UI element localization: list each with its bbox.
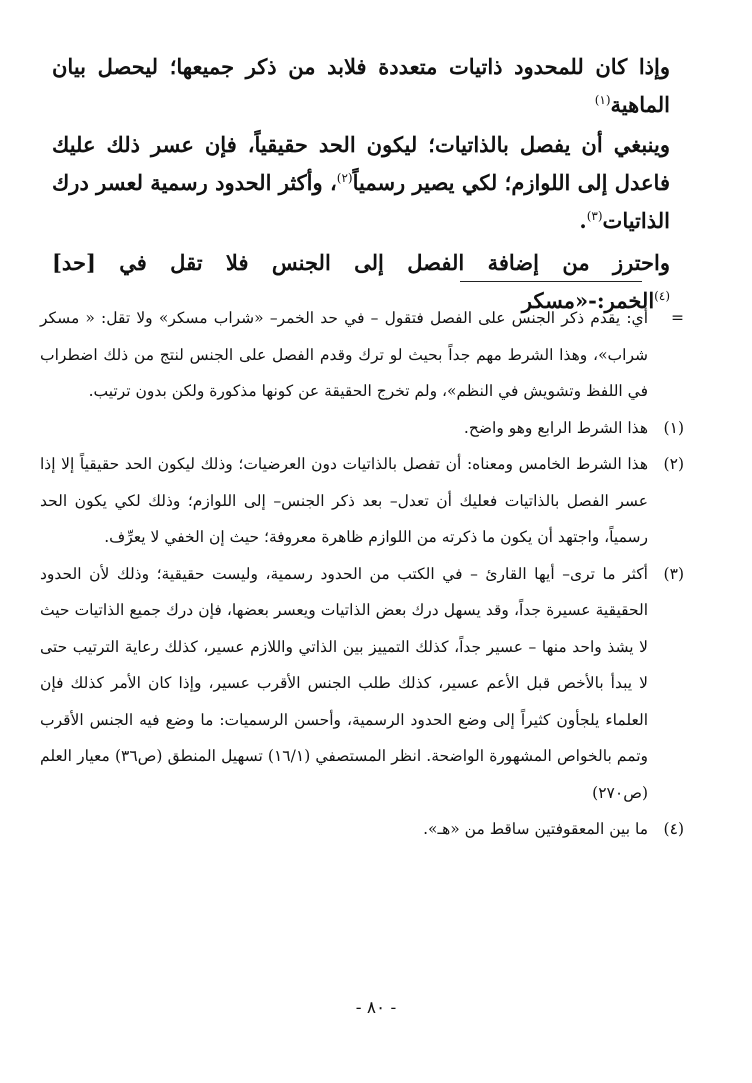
footnote-number: (٢) — [663, 455, 684, 473]
footnote-1 — [40, 410, 684, 447]
paragraph-2 — [52, 126, 670, 240]
paragraph-2-text-b: ، وأكثر الحدود رسمية لعسر درك الذاتيات — [52, 170, 670, 233]
paragraph-1 — [52, 48, 670, 124]
footnote-2 — [40, 446, 684, 556]
footnote-separator — [460, 281, 642, 282]
paragraph-2-text-a: وينبغي أن يفصل بالذاتيات؛ ليكون الحد حقيقياً، فإن عسر ذلك عليك فاعدل إلى اللوازم؛ لكي يصير رسمياً — [52, 132, 670, 195]
paragraph-3-text-b: الخمر:-«مسكر — [521, 288, 655, 313]
footnote-ref-1: (١) — [594, 93, 611, 107]
footnote-text: هذا الشرط الخامس ومعناه: أن تفصل بالذاتيات دون العرضيات؛ وذلك ليكون الحد حقيقياً إلا إذا عسر الفصل بالذاتيات فعليك أن تعدل– بعد ذكر الجنس– إلى اللوازم؛ وذلك لكي يكون الحد رسمياً، واجتهد أن يكون ما ذكرته من اللوازم ظاهرة معروفة؛ حيث إن الخفي لا يعرِّف. — [40, 455, 648, 546]
footnote-text: هذا الشرط الرابع وهو واضح. — [463, 418, 648, 437]
footnote-number: (٤) — [663, 820, 684, 838]
footnote-number: (١) — [663, 418, 684, 437]
footnote-4 — [40, 811, 684, 848]
paragraph-2-end: . — [579, 208, 587, 233]
footnote-ref-2: (٢) — [336, 171, 353, 185]
footnote-3 — [40, 556, 684, 812]
footnote-number: (٣) — [663, 564, 684, 583]
footnote-text: ما بين المعقوفتين ساقط من «هـ». — [423, 820, 648, 838]
paragraph-3-text-a: واحترز من إضافة الفصل إلى الجنس فلا تقل في [حد] — [52, 250, 670, 275]
footnote-ref-4: (٤) — [654, 289, 670, 303]
main-text — [52, 48, 670, 324]
footnote-ref-3: (٣) — [586, 209, 603, 223]
page-number: - ٨٠ - — [355, 998, 397, 1018]
footnote-text: أي: يقدم ذكر الجنس على الفصل فتقول – في حد الخمر– «شراب مسكر» ولا تقل: « مسكر شراب»، وهذا الشرط مهم جداً بحيث لو ترك وقدم الفصل على الجنس لنتج من ذلك اضطراب في اللفظ وتشويش في النظم»، ولم تخرج الحقيقة عن كونها مذكورة ولكن بدون ترتيب. — [40, 309, 648, 400]
paragraph-1-text: وإذا كان للمحدود ذاتيات متعددة فلابد من ذكر جميعها؛ ليحصل بيان الماهية — [52, 54, 670, 117]
footnote-text: أكثر ما ترى– أيها القارئ – في الكتب من الحدود رسمية، وليست حقيقية؛ وذلك لأن الحدود الحقيقية عسيرة جداً، وقد يسهل درك بعض الذاتيات ويعسر بعضها، فإن درك جميع الذاتيات حيث لا يشذ واحد منها – عسير جداً، كذلك التمييز بين الذاتي واللازم عسير، كذلك رعاية الترتيب حتى لا يبدأ بالأخص قبل الأعم عسير، كذلك طلب الجنس الأقرب عسير، وإذا كان الأمر كذلك فإن العلماء يلجأون كثيراً إلى وضع الحدود الرسمية، وأحسن الرسميات: ما وضع فيه الجنس الأقرب وتمم بالخواص المشهورة الواضحة. انظر المستصفي (١٦/١) تسهيل المنطق (ص٣٦) معيار العلم (ص٢٧٠) — [40, 564, 648, 802]
footnote-number: = — [671, 309, 684, 327]
